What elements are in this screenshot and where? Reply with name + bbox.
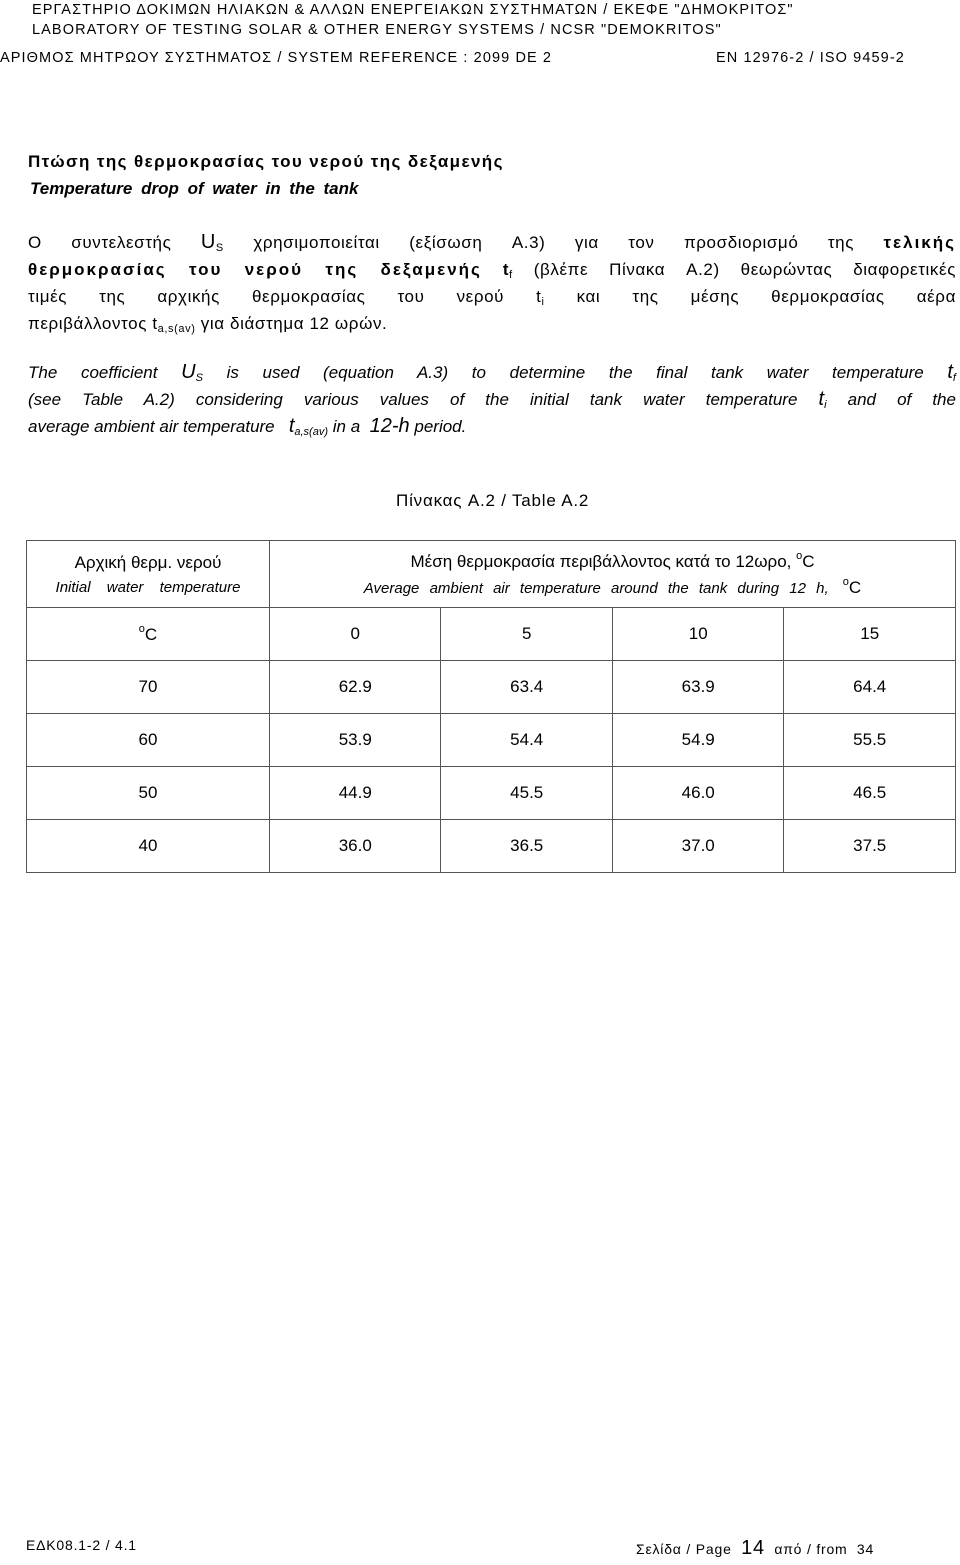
degree-symbol: o [842, 576, 849, 588]
symbol-t: t [152, 314, 158, 333]
para-gr-line-2 [28, 256, 956, 283]
symbol-t: t [947, 361, 953, 383]
value-cell: 63.4 [441, 661, 612, 714]
initial-cell: 40 [27, 820, 270, 873]
value-cell: 53.9 [270, 714, 441, 767]
unit-c: C [802, 552, 815, 571]
value-cell: 44.9 [270, 767, 441, 820]
header-standard: EN 12976-2 / ISO 9459-2 [716, 50, 905, 66]
text: (βλέπε Πίνακα A.2) θεωρώντας διαφορετικές [533, 260, 957, 279]
header-line-3: ΑΡΙΘΜΟΣ ΜΗΤΡΩΟΥ ΣΥΣΤΗΜΑΤΟΣ / SYSTEM REFERENCE : 2099 DE 2 [0, 50, 553, 66]
table-row [27, 714, 956, 767]
header-ambient-en: Average ambient air temperature around the tank during 12 h, [363, 580, 829, 597]
bold-text: τελικής [883, 233, 957, 252]
value-cell: 54.9 [612, 714, 783, 767]
text: και της μέσης θερμοκρασίας αέρα [576, 287, 956, 306]
value-cell: 46.0 [612, 767, 783, 820]
ambient-cell: 10 [612, 608, 783, 661]
footer-doc-code: ΕΔΚ08.1-2 / 4.1 [26, 1537, 137, 1553]
initial-cell: 50 [27, 767, 270, 820]
text: and of the [847, 390, 956, 409]
value-cell: 63.9 [612, 661, 783, 714]
header-initial-gr: Αρχική θερμ. νερού [74, 552, 222, 572]
text: περιβάλλοντος [28, 314, 147, 333]
temperature-table [26, 540, 956, 873]
subscript: S [195, 372, 203, 384]
degree-symbol: o [796, 550, 803, 562]
para-en-line-2 [28, 386, 956, 413]
degree-symbol: o [138, 623, 145, 635]
value-cell: 62.9 [270, 661, 441, 714]
ambient-cell: 15 [784, 608, 956, 661]
header-line-2: LABORATORY OF TESTING SOLAR & OTHER ENERGY SYSTEMS / NCSR "DEMOKRITOS" [32, 22, 722, 38]
page-number: 14 [741, 1537, 765, 1559]
text: The coefficient [28, 363, 158, 382]
table-caption: Πίνακας A.2 / Table A.2 [396, 491, 590, 510]
ambient-cell: 0 [270, 608, 441, 661]
value-cell: 36.5 [441, 820, 612, 873]
header-initial-temperature [27, 541, 270, 608]
text: period. [414, 417, 467, 436]
text: is used (equation A.3) to determine the final tank water temperature [226, 363, 924, 382]
unit-cell [27, 608, 270, 661]
subscript: f [952, 372, 956, 384]
text: 12-h [369, 415, 410, 437]
para-gr-line-3 [28, 283, 956, 310]
text: (see Table A.2) considering various values of the initial tank water temperature [28, 390, 798, 409]
symbol-t: t [818, 388, 825, 410]
footer-page-info [636, 1537, 874, 1560]
unit-c: C [848, 578, 862, 597]
text: Ο συντελεστής [28, 233, 172, 252]
value-cell: 55.5 [784, 714, 956, 767]
subscript: i [541, 296, 545, 308]
symbol-t: t [288, 415, 295, 437]
section-title-greek: Πτώση της θερμοκρασίας του νερού της δεξαμενής [28, 152, 504, 171]
unit-c: C [144, 625, 158, 644]
of-label: από / from [774, 1541, 848, 1557]
page-label: Σελίδα / Page [636, 1541, 732, 1557]
table-row [27, 820, 956, 873]
header-line-1: ΕΡΓΑΣΤΗΡΙΟ ΔΟΚΙΜΩΝ ΗΛΙΑΚΩΝ & ΑΛΛΩΝ ΕΝΕΡΓΕΙΑΚΩΝ ΣΥΣΤΗΜΑΤΩΝ / ΕΚΕΦΕ "ΔΗΜΟΚΡΙΤΟΣ" [32, 2, 794, 18]
symbol-U: U [181, 361, 196, 383]
value-cell: 37.5 [784, 820, 956, 873]
text: average ambient air temperature [28, 417, 275, 436]
para-en-line-3 [28, 413, 956, 440]
para-gr-line-4 [28, 310, 956, 337]
value-cell: 45.5 [441, 767, 612, 820]
initial-cell: 70 [27, 661, 270, 714]
value-cell: 64.4 [784, 661, 956, 714]
symbol-U: U [200, 231, 216, 253]
table-row [27, 767, 956, 820]
value-cell: 37.0 [612, 820, 783, 873]
text: για διάστημα 12 ωρών. [200, 314, 388, 333]
paragraph-english [28, 359, 956, 440]
subscript: S [215, 242, 224, 254]
value-cell: 46.5 [784, 767, 956, 820]
para-gr-line-1 [28, 229, 956, 256]
bold-text: θερμοκρασίας του νερού της δεξαμενής [28, 260, 482, 279]
page-total: 34 [856, 1541, 875, 1557]
value-cell: 54.4 [441, 714, 612, 767]
text: χρησιμοποιείται (εξίσωση A.3) για τον προσδιορισμό της [253, 233, 854, 252]
table-header-row [27, 541, 956, 608]
text: τιμές της αρχικής θερμοκρασίας του νερού [28, 287, 505, 306]
paragraph-greek [28, 229, 956, 337]
symbol-t: t [536, 287, 542, 306]
text: in a [332, 417, 361, 436]
header-ambient-temperature [270, 541, 956, 608]
symbol-t: t [502, 260, 510, 279]
subscript: a,s(av) [294, 426, 328, 438]
initial-cell: 60 [27, 714, 270, 767]
header-initial-en: Initial water temperature [55, 578, 241, 596]
value-cell: 36.0 [270, 820, 441, 873]
table-row [27, 661, 956, 714]
subscript: i [824, 399, 827, 411]
subscript: a,s(av) [157, 323, 196, 335]
para-en-line-1 [28, 359, 956, 386]
section-title-english: Temperature drop of water in the tank [30, 179, 359, 198]
subscript: f [509, 269, 513, 281]
table-ambient-values-row [27, 608, 956, 661]
ambient-cell: 5 [441, 608, 612, 661]
header-ambient-gr: Μέση θερμοκρασία περιβάλλοντος κατά το 12ωρο, [410, 552, 792, 571]
